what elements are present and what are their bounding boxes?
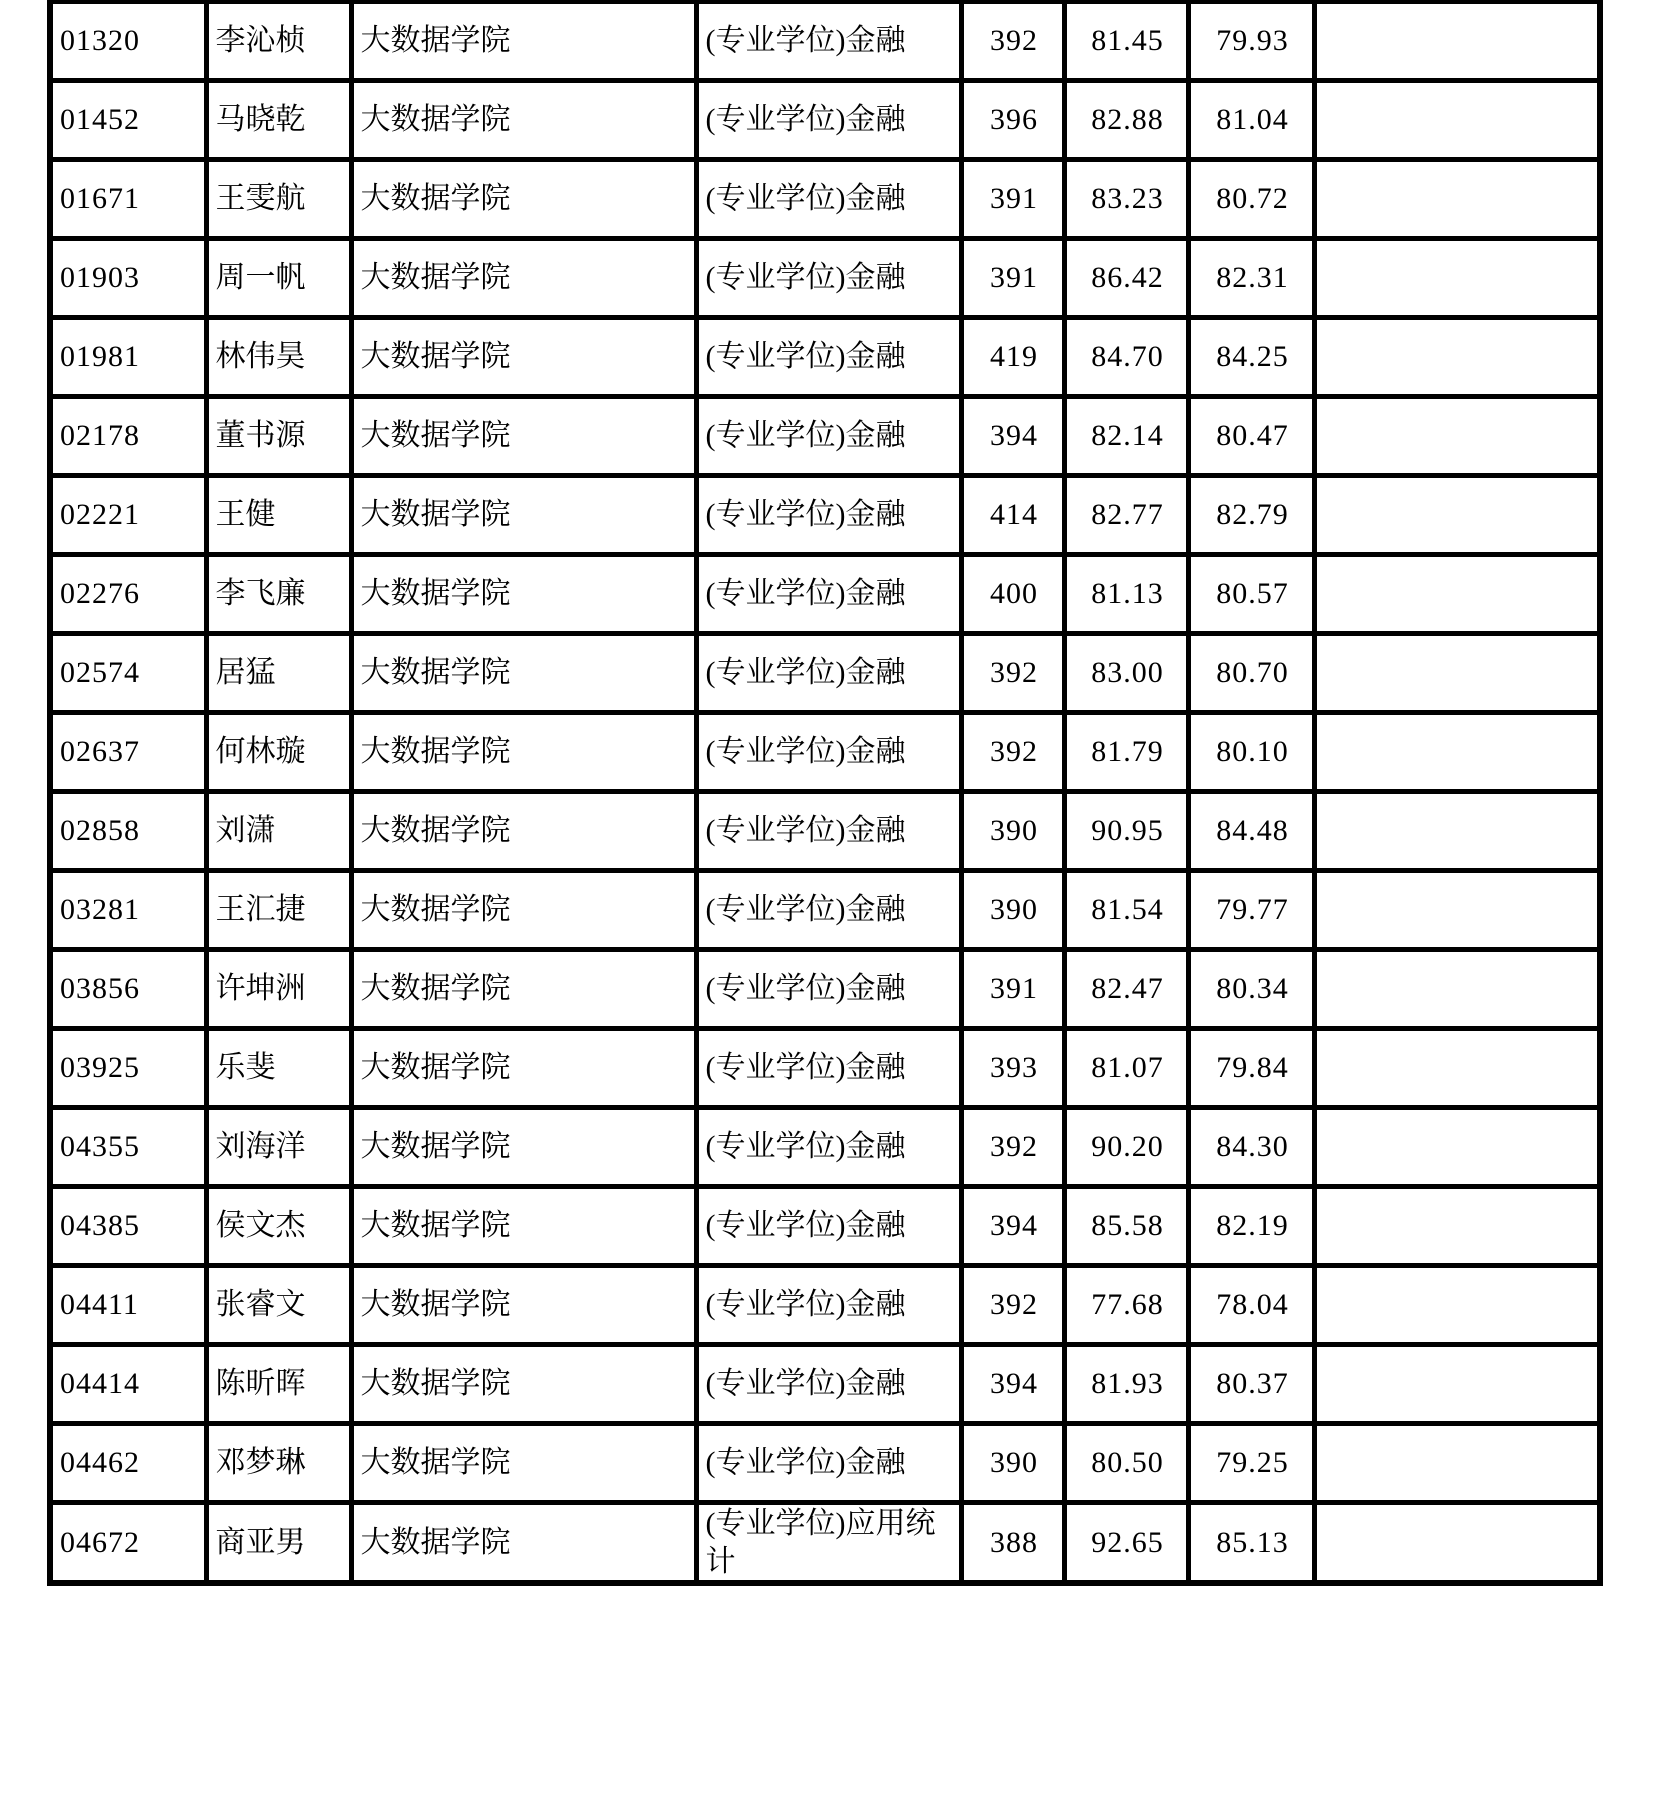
cell-id: 04462 bbox=[50, 1424, 206, 1503]
cell-name: 邓梦琳 bbox=[206, 1424, 351, 1503]
table-body bbox=[50, 1, 1600, 1583]
cell-score-3: 85.13 bbox=[1188, 1503, 1314, 1584]
cell-major: (专业学位)金融 bbox=[696, 871, 961, 950]
cell-score-1: 390 bbox=[961, 792, 1064, 871]
cell-college: 大数据学院 bbox=[351, 1029, 696, 1108]
cell-score-2: 83.00 bbox=[1064, 634, 1188, 713]
cell-major: (专业学位)金融 bbox=[696, 1345, 961, 1424]
cell-score-1: 388 bbox=[961, 1503, 1064, 1584]
cell-major: (专业学位)金融 bbox=[696, 318, 961, 397]
cell-name: 陈昕晖 bbox=[206, 1345, 351, 1424]
cell-college: 大数据学院 bbox=[351, 1108, 696, 1187]
cell-id: 04355 bbox=[50, 1108, 206, 1187]
cell-major: (专业学位)金融 bbox=[696, 634, 961, 713]
cell-college: 大数据学院 bbox=[351, 397, 696, 476]
cell-score-1: 400 bbox=[961, 555, 1064, 634]
cell-college: 大数据学院 bbox=[351, 1, 696, 81]
cell-score-3: 80.70 bbox=[1188, 634, 1314, 713]
cell-college: 大数据学院 bbox=[351, 1345, 696, 1424]
cell-id: 01320 bbox=[50, 1, 206, 81]
cell-college: 大数据学院 bbox=[351, 950, 696, 1029]
cell-name: 张睿文 bbox=[206, 1266, 351, 1345]
cell-score-2: 83.23 bbox=[1064, 160, 1188, 239]
cell-major: (专业学位)金融 bbox=[696, 476, 961, 555]
cell-score-2: 81.79 bbox=[1064, 713, 1188, 792]
cell-score-3: 80.72 bbox=[1188, 160, 1314, 239]
cell-score-3: 80.37 bbox=[1188, 1345, 1314, 1424]
cell-score-3: 79.93 bbox=[1188, 1, 1314, 81]
cell-score-2: 90.20 bbox=[1064, 1108, 1188, 1187]
cell-score-1: 419 bbox=[961, 318, 1064, 397]
cell-name: 董书源 bbox=[206, 397, 351, 476]
cell-empty bbox=[1314, 792, 1600, 871]
cell-name: 林伟昊 bbox=[206, 318, 351, 397]
cell-score-3: 82.79 bbox=[1188, 476, 1314, 555]
cell-name: 侯文杰 bbox=[206, 1187, 351, 1266]
cell-major: (专业学位)应用统计 bbox=[696, 1503, 961, 1584]
cell-id: 04672 bbox=[50, 1503, 206, 1584]
table-row bbox=[50, 1266, 1600, 1345]
cell-name: 乐斐 bbox=[206, 1029, 351, 1108]
cell-score-3: 82.31 bbox=[1188, 239, 1314, 318]
cell-score-3: 81.04 bbox=[1188, 81, 1314, 160]
cell-college: 大数据学院 bbox=[351, 476, 696, 555]
cell-id: 02276 bbox=[50, 555, 206, 634]
cell-score-3: 78.04 bbox=[1188, 1266, 1314, 1345]
cell-empty bbox=[1314, 950, 1600, 1029]
cell-score-2: 81.45 bbox=[1064, 1, 1188, 81]
cell-major: (专业学位)金融 bbox=[696, 1029, 961, 1108]
cell-empty bbox=[1314, 160, 1600, 239]
cell-score-3: 84.25 bbox=[1188, 318, 1314, 397]
cell-name: 刘潇 bbox=[206, 792, 351, 871]
cell-id: 03925 bbox=[50, 1029, 206, 1108]
cell-college: 大数据学院 bbox=[351, 713, 696, 792]
table-row bbox=[50, 713, 1600, 792]
cell-score-2: 82.88 bbox=[1064, 81, 1188, 160]
cell-college: 大数据学院 bbox=[351, 792, 696, 871]
cell-empty bbox=[1314, 1503, 1600, 1584]
cell-score-2: 84.70 bbox=[1064, 318, 1188, 397]
table-row bbox=[50, 1, 1600, 81]
cell-empty bbox=[1314, 1029, 1600, 1108]
cell-empty bbox=[1314, 1, 1600, 81]
cell-score-1: 391 bbox=[961, 160, 1064, 239]
cell-score-1: 394 bbox=[961, 397, 1064, 476]
cell-score-1: 394 bbox=[961, 1187, 1064, 1266]
cell-id: 02574 bbox=[50, 634, 206, 713]
cell-empty bbox=[1314, 476, 1600, 555]
cell-name: 王健 bbox=[206, 476, 351, 555]
cell-score-3: 79.25 bbox=[1188, 1424, 1314, 1503]
results-table bbox=[47, 0, 1603, 1586]
table-row bbox=[50, 634, 1600, 713]
table-row bbox=[50, 792, 1600, 871]
cell-major: (专业学位)金融 bbox=[696, 950, 961, 1029]
cell-college: 大数据学院 bbox=[351, 1424, 696, 1503]
cell-score-1: 392 bbox=[961, 713, 1064, 792]
cell-empty bbox=[1314, 1345, 1600, 1424]
cell-score-2: 90.95 bbox=[1064, 792, 1188, 871]
cell-score-3: 80.10 bbox=[1188, 713, 1314, 792]
cell-id: 02178 bbox=[50, 397, 206, 476]
cell-score-2: 77.68 bbox=[1064, 1266, 1188, 1345]
cell-score-3: 84.30 bbox=[1188, 1108, 1314, 1187]
table-row bbox=[50, 160, 1600, 239]
cell-score-3: 82.19 bbox=[1188, 1187, 1314, 1266]
cell-id: 02221 bbox=[50, 476, 206, 555]
cell-score-1: 392 bbox=[961, 634, 1064, 713]
cell-score-2: 81.93 bbox=[1064, 1345, 1188, 1424]
cell-score-1: 394 bbox=[961, 1345, 1064, 1424]
cell-major: (专业学位)金融 bbox=[696, 792, 961, 871]
cell-score-3: 80.57 bbox=[1188, 555, 1314, 634]
cell-score-1: 391 bbox=[961, 950, 1064, 1029]
cell-score-2: 82.77 bbox=[1064, 476, 1188, 555]
cell-score-3: 79.77 bbox=[1188, 871, 1314, 950]
cell-empty bbox=[1314, 713, 1600, 792]
cell-score-3: 79.84 bbox=[1188, 1029, 1314, 1108]
cell-college: 大数据学院 bbox=[351, 871, 696, 950]
cell-score-2: 81.54 bbox=[1064, 871, 1188, 950]
cell-empty bbox=[1314, 1187, 1600, 1266]
cell-name: 居猛 bbox=[206, 634, 351, 713]
cell-empty bbox=[1314, 555, 1600, 634]
cell-score-2: 85.58 bbox=[1064, 1187, 1188, 1266]
cell-id: 01903 bbox=[50, 239, 206, 318]
cell-empty bbox=[1314, 1424, 1600, 1503]
cell-score-1: 392 bbox=[961, 1108, 1064, 1187]
cell-empty bbox=[1314, 1266, 1600, 1345]
cell-score-1: 390 bbox=[961, 871, 1064, 950]
cell-id: 03281 bbox=[50, 871, 206, 950]
cell-major: (专业学位)金融 bbox=[696, 1108, 961, 1187]
cell-college: 大数据学院 bbox=[351, 1266, 696, 1345]
cell-score-2: 81.13 bbox=[1064, 555, 1188, 634]
cell-major: (专业学位)金融 bbox=[696, 1187, 961, 1266]
cell-name: 李沁桢 bbox=[206, 1, 351, 81]
cell-college: 大数据学院 bbox=[351, 1503, 696, 1584]
table-row bbox=[50, 1187, 1600, 1266]
cell-empty bbox=[1314, 1108, 1600, 1187]
cell-name: 王汇捷 bbox=[206, 871, 351, 950]
cell-name: 王雯航 bbox=[206, 160, 351, 239]
table-row bbox=[50, 1029, 1600, 1108]
cell-empty bbox=[1314, 81, 1600, 160]
cell-score-1: 390 bbox=[961, 1424, 1064, 1503]
cell-major: (专业学位)金融 bbox=[696, 555, 961, 634]
table-row bbox=[50, 318, 1600, 397]
cell-college: 大数据学院 bbox=[351, 239, 696, 318]
cell-id: 02637 bbox=[50, 713, 206, 792]
cell-score-2: 82.14 bbox=[1064, 397, 1188, 476]
cell-score-1: 391 bbox=[961, 239, 1064, 318]
cell-score-3: 84.48 bbox=[1188, 792, 1314, 871]
cell-name: 马晓乾 bbox=[206, 81, 351, 160]
cell-major: (专业学位)金融 bbox=[696, 713, 961, 792]
cell-score-1: 393 bbox=[961, 1029, 1064, 1108]
cell-college: 大数据学院 bbox=[351, 318, 696, 397]
cell-score-2: 82.47 bbox=[1064, 950, 1188, 1029]
cell-college: 大数据学院 bbox=[351, 555, 696, 634]
cell-id: 02858 bbox=[50, 792, 206, 871]
cell-major: (专业学位)金融 bbox=[696, 239, 961, 318]
cell-college: 大数据学院 bbox=[351, 160, 696, 239]
cell-score-1: 392 bbox=[961, 1, 1064, 81]
cell-id: 04385 bbox=[50, 1187, 206, 1266]
cell-name: 许坤洲 bbox=[206, 950, 351, 1029]
cell-id: 03856 bbox=[50, 950, 206, 1029]
cell-major: (专业学位)金融 bbox=[696, 397, 961, 476]
cell-college: 大数据学院 bbox=[351, 1187, 696, 1266]
cell-score-3: 80.34 bbox=[1188, 950, 1314, 1029]
table-row bbox=[50, 1503, 1600, 1584]
cell-score-1: 414 bbox=[961, 476, 1064, 555]
cell-name: 李飞廉 bbox=[206, 555, 351, 634]
cell-major: (专业学位)金融 bbox=[696, 1, 961, 81]
cell-name: 何林璇 bbox=[206, 713, 351, 792]
table-row bbox=[50, 950, 1600, 1029]
table-row bbox=[50, 1424, 1600, 1503]
table-row bbox=[50, 1108, 1600, 1187]
cell-major: (专业学位)金融 bbox=[696, 160, 961, 239]
cell-score-2: 80.50 bbox=[1064, 1424, 1188, 1503]
cell-score-3: 80.47 bbox=[1188, 397, 1314, 476]
cell-empty bbox=[1314, 397, 1600, 476]
cell-major: (专业学位)金融 bbox=[696, 81, 961, 160]
cell-college: 大数据学院 bbox=[351, 634, 696, 713]
table-row bbox=[50, 1345, 1600, 1424]
cell-empty bbox=[1314, 318, 1600, 397]
cell-name: 周一帆 bbox=[206, 239, 351, 318]
cell-score-1: 396 bbox=[961, 81, 1064, 160]
cell-name: 刘海洋 bbox=[206, 1108, 351, 1187]
cell-empty bbox=[1314, 634, 1600, 713]
cell-name: 商亚男 bbox=[206, 1503, 351, 1584]
cell-score-1: 392 bbox=[961, 1266, 1064, 1345]
cell-score-2: 92.65 bbox=[1064, 1503, 1188, 1584]
cell-id: 04411 bbox=[50, 1266, 206, 1345]
cell-major: (专业学位)金融 bbox=[696, 1424, 961, 1503]
table-row bbox=[50, 476, 1600, 555]
table-row bbox=[50, 555, 1600, 634]
cell-empty bbox=[1314, 239, 1600, 318]
cell-score-2: 81.07 bbox=[1064, 1029, 1188, 1108]
cell-id: 01981 bbox=[50, 318, 206, 397]
table-row bbox=[50, 871, 1600, 950]
table-row bbox=[50, 239, 1600, 318]
cell-score-2: 86.42 bbox=[1064, 239, 1188, 318]
cell-college: 大数据学院 bbox=[351, 81, 696, 160]
cell-empty bbox=[1314, 871, 1600, 950]
cell-major: (专业学位)金融 bbox=[696, 1266, 961, 1345]
cell-id: 01671 bbox=[50, 160, 206, 239]
table-row bbox=[50, 397, 1600, 476]
cell-id: 04414 bbox=[50, 1345, 206, 1424]
table-row bbox=[50, 81, 1600, 160]
cell-id: 01452 bbox=[50, 81, 206, 160]
